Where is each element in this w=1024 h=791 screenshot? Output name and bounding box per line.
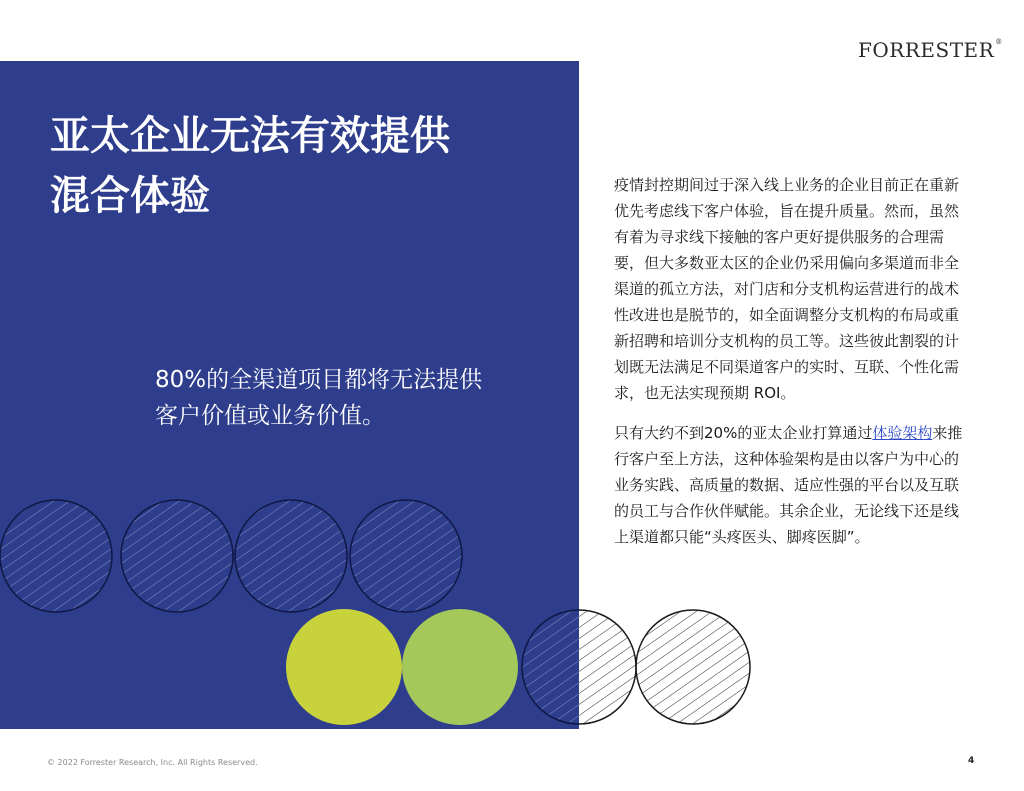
body-paragraph-1: 疫情封控期间过于深入线上业务的企业目前正在重新优先考虑线下客户体验，旨在提升质量。然而，虽然有着为寻求线下接触的客户更好提供服务的合理需要，但大多数亚太区的企业仍采用偏向多渠道而非全渠道的孤立方法，对门店和分支机构运营进行的战术性改进也是脱节的，如全面调整分支机构的布局或重新招聘和培训分支机构的员工等。这些彼此割裂的计划既无法满足不同渠道客户的实时、互联、个性化需求，也无法实现预期 ROI。 [614, 176, 960, 402]
title-line-2: 混合体验 [50, 173, 210, 219]
title-line-1: 亚太企业无法有效提供 [50, 113, 450, 159]
green-circle [402, 609, 518, 725]
copyright-footer: © 2022 Forrester Research, Inc. All Rights Reserved. [47, 758, 258, 767]
paragraph-2-rest: 来推行客户至上方法，这种体验架构是由以客户为中心的业务实践、高质量的数据、适应性强的平台以及互联的员工与合作伙伴赋能。其余企业，无论线下还是线上渠道都只能“头疼医头、脚疼医脚”。 [614, 424, 963, 546]
yellow-green-circle [286, 609, 402, 725]
hatched-circle-2 [121, 500, 233, 612]
paragraph-2-intro: 只有大约不到20%的亚太企业打算通过 [614, 424, 873, 442]
stat-line-2: 客户价值或业务价值。 [155, 403, 385, 429]
page-number: 4 [968, 756, 975, 766]
split-hatched-circle [522, 610, 636, 724]
experience-architecture-link[interactable]: 体验架构 [872, 424, 933, 442]
hatched-circle-3 [235, 500, 347, 612]
hatched-circle-1 [0, 500, 112, 612]
hatched-circle-4 [350, 500, 462, 612]
hatched-circle-right [636, 610, 750, 724]
hatched-circle-row [0, 500, 462, 612]
stat-line-1: 80%的全渠道项目都将无法提供 [155, 367, 483, 393]
registered-mark: ® [995, 38, 1003, 46]
logo-text: FORRESTER [858, 38, 995, 62]
